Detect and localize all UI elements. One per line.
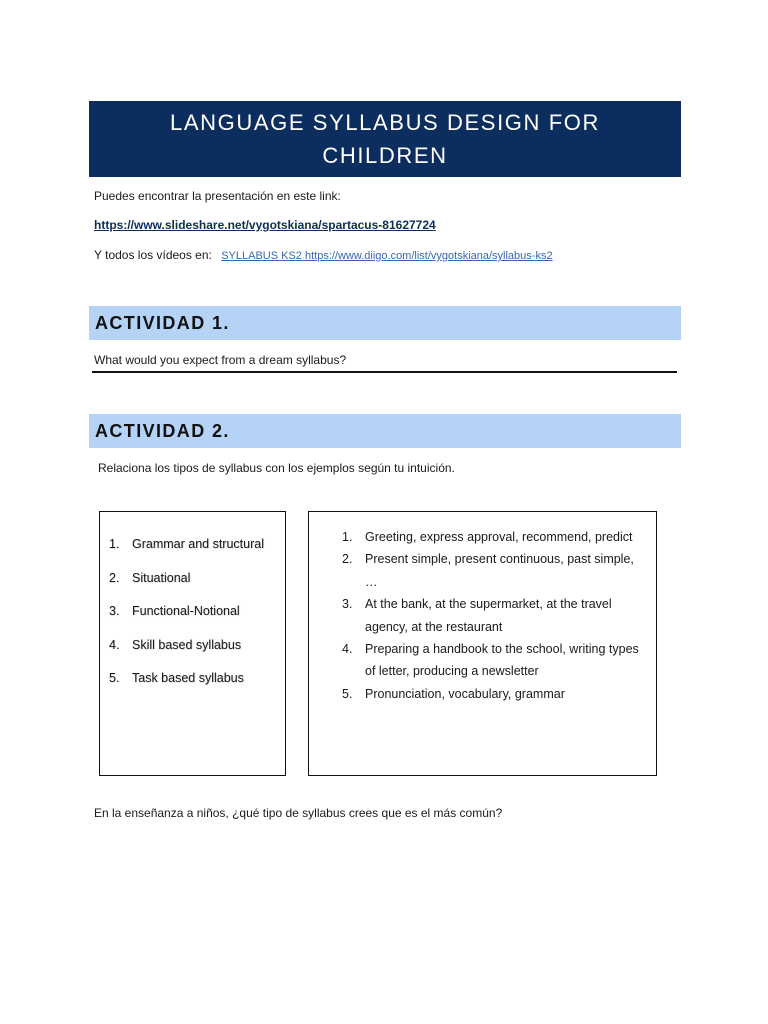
syllabus-examples-box xyxy=(308,511,657,776)
item-number: 3. xyxy=(342,597,353,612)
item-text: Pronunciation, vocabulary, grammar xyxy=(365,686,565,701)
list-item xyxy=(342,683,647,705)
item-number: 2. xyxy=(342,552,353,567)
item-text: Functional-Notional xyxy=(132,604,240,618)
item-text: Task based syllabus xyxy=(132,671,244,685)
item-number: 2. xyxy=(109,570,120,585)
item-text: Grammar and structural xyxy=(132,537,264,551)
videos-line xyxy=(94,247,553,264)
syllabus-examples-list xyxy=(342,526,647,705)
activity2-heading: ACTIVIDAD 2. xyxy=(95,420,230,441)
list-item xyxy=(109,595,281,629)
presentation-link-line xyxy=(94,217,436,233)
closing-question: En la enseñanza a niños, ¿qué tipo de syllabus crees que es el más común? xyxy=(94,806,503,820)
activity2-header xyxy=(89,414,681,448)
syllabus-types-list xyxy=(109,528,281,696)
list-item xyxy=(342,638,647,683)
videos-text: Y todos los vídeos en: xyxy=(94,248,212,262)
list-item xyxy=(109,562,281,596)
activity1-header xyxy=(89,306,681,340)
item-text: Situational xyxy=(132,570,191,585)
activity2-instruction: Relaciona los tipos de syllabus con los ejemplos según tu intuición. xyxy=(98,461,455,475)
activity1-question: What would you expect from a dream syllabus? xyxy=(94,353,347,367)
list-item xyxy=(342,593,647,638)
page-title: LANGUAGE SYLLABUS DESIGN FOR CHILDREN xyxy=(170,110,600,168)
title-banner xyxy=(89,101,681,177)
list-item xyxy=(109,528,281,562)
list-item xyxy=(109,629,281,663)
item-number: 3. xyxy=(109,604,120,618)
activity1-heading: ACTIVIDAD 1. xyxy=(95,312,230,333)
item-text: Preparing a handbook to the school, writing types of letter, producing a newsletter xyxy=(365,642,639,679)
item-text: At the bank, at the supermarket, at the travel agency, at the restaurant xyxy=(365,597,612,634)
videos-link[interactable]: SYLLABUS KS2 https://www.diigo.com/list/vygotskiana/syllabus-ks2 xyxy=(221,250,553,262)
item-number: 1. xyxy=(109,537,120,551)
item-number: 4. xyxy=(342,642,353,657)
list-item xyxy=(342,548,647,593)
item-text: Greeting, express approval, recommend, predict xyxy=(365,530,633,544)
item-text: Skill based syllabus xyxy=(132,637,242,652)
item-number: 4. xyxy=(109,637,120,652)
presentation-link[interactable]: https://www.slideshare.net/vygotskiana/spartacus-81627724 xyxy=(94,218,436,232)
syllabus-types-box xyxy=(99,511,286,776)
answer-line[interactable] xyxy=(92,371,677,373)
item-number: 5. xyxy=(342,686,353,701)
list-item xyxy=(109,662,281,696)
presentation-text: Puedes encontrar la presentación en este link: xyxy=(94,189,341,203)
item-text: Present simple, present continuous, past simple, … xyxy=(365,552,634,589)
list-item xyxy=(342,526,647,548)
item-number: 5. xyxy=(109,671,120,685)
item-number: 1. xyxy=(342,530,353,544)
